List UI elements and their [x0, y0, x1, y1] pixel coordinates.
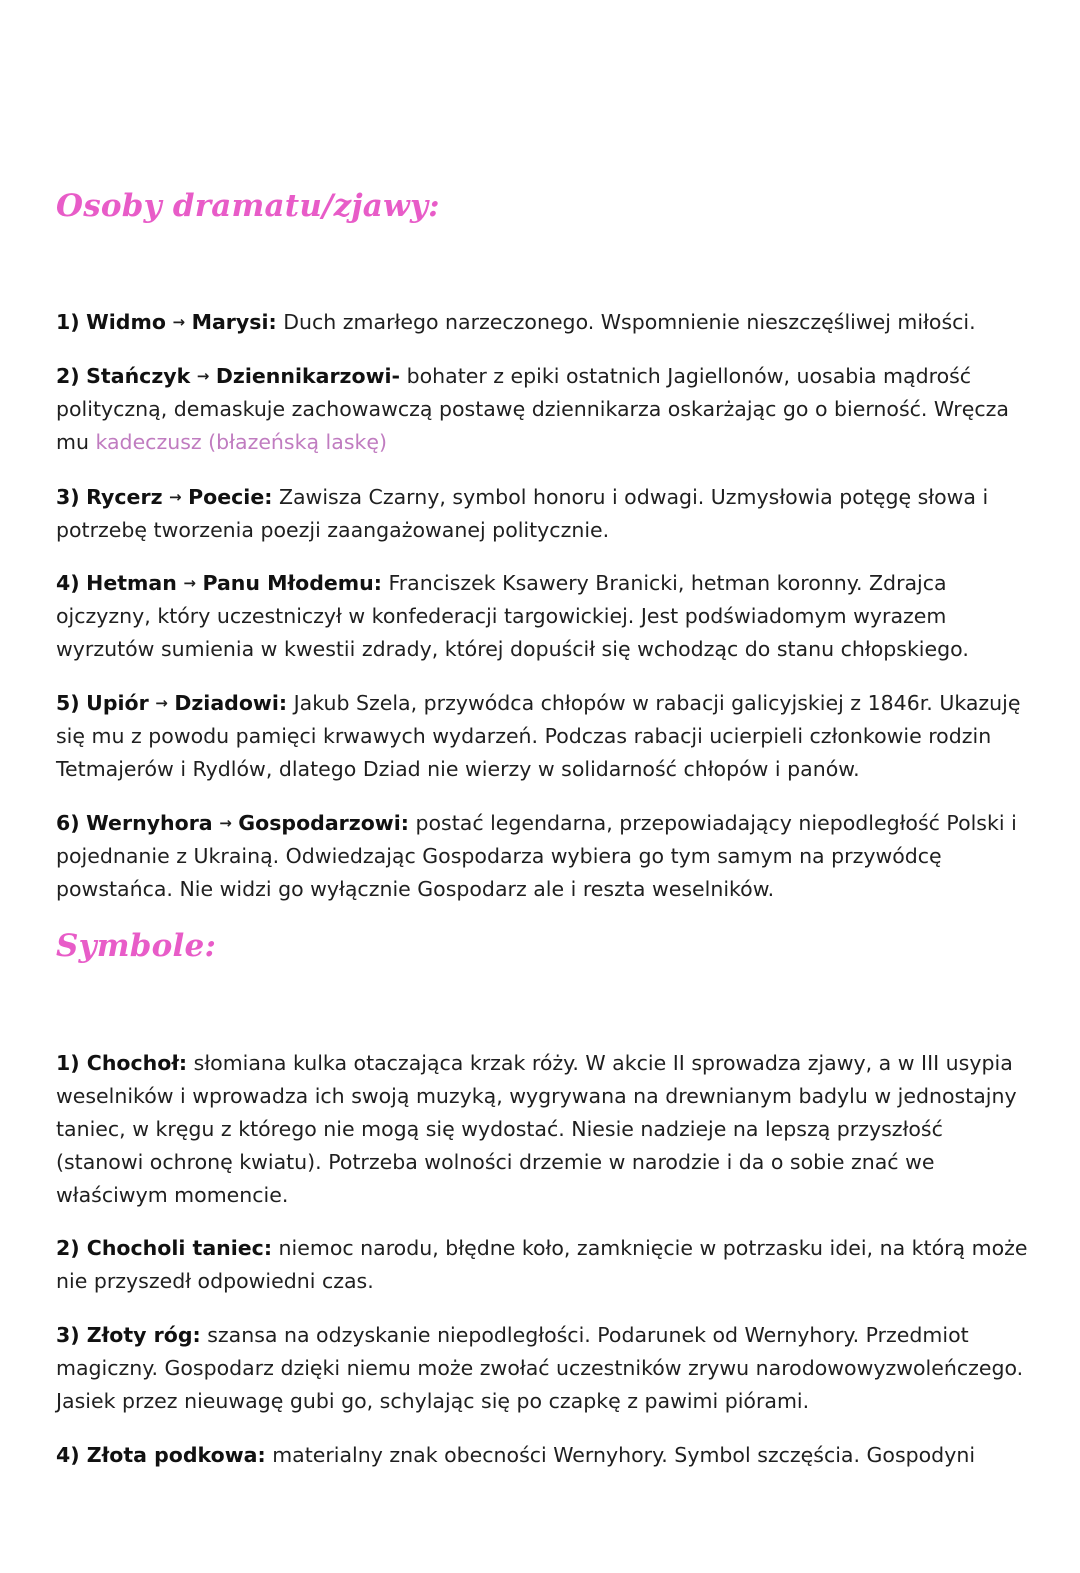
entry-lead: 1) Chochoł:: [56, 1051, 188, 1075]
arrow-right-icon: →: [155, 694, 168, 712]
entry-highlight: kadeczusz (błazeńską laskę): [95, 430, 387, 454]
entry-recipient: Poecie:: [188, 485, 273, 509]
entry-text: szansa na odzyskanie niepodległości. Podarunek od Wernyhory. Przedmiot magiczny. Gospodarz dzięki niemu może zwołać uczestników zrywu narodowowyzwoleńczego. Jasiek przez nieuwagę gubi go, schylając się po czapkę z pawimi piórami.: [56, 1323, 1024, 1413]
entry-number: 2): [56, 364, 80, 388]
symbol-entry-1: [56, 1047, 1031, 1212]
person-entry-2: [56, 360, 1031, 459]
entry-text: bohater z epiki ostatnich Jagiellonów, uosabia mądrość polityczną, demaskuje zachowawczą postawę dziennikarza oskarżając go o bierność. Wręcza mu: [56, 364, 1009, 454]
entry-text: niemoc narodu, błędne koło, zamknięcie w potrzasku idei, na którą może nie przyszedł odpowiedni czas.: [56, 1236, 1028, 1293]
persons-heading: Osoby dramatu/zjawy:: [56, 188, 440, 224]
person-entry-6: [56, 807, 1031, 906]
entry-text: Zawisza Czarny, symbol honoru i odwagi. Uzmysłowia potęgę słowa i potrzebę tworzenia poezji zaangażowanej politycznie.: [56, 485, 989, 542]
entry-text: Jakub Szela, przywódca chłopów w rabacji galicyjskiej z 1846r. Ukazuję się mu z powodu pamięci krwawych wydarzeń. Podczas rabacji ucierpieli członkowie rodzin Tetmajerów i Rydlów, dlatego Dziad nie wierzy w solidarność chłopów i panów.: [56, 691, 1021, 781]
symbol-entry-3: [56, 1319, 1031, 1418]
entry-figure: Wernyhora: [86, 811, 213, 835]
person-entry-4: [56, 567, 1031, 666]
entry-recipient: Marysi:: [191, 310, 277, 334]
entry-text: Duch zmarłego narzeczonego. Wspomnienie nieszczęśliwej miłości.: [276, 310, 976, 334]
person-entry-3: [56, 481, 1031, 547]
entry-number: 3): [56, 485, 80, 509]
arrow-right-icon: →: [172, 313, 186, 331]
arrow-right-icon: →: [196, 367, 210, 385]
entry-lead: 2) Chocholi taniec:: [56, 1236, 273, 1260]
entry-recipient: Panu Młodemu:: [202, 571, 382, 595]
person-entry-5: [56, 687, 1031, 786]
arrow-right-icon: →: [183, 574, 196, 592]
entry-lead: 4) Złota podkowa:: [56, 1443, 266, 1467]
entry-number: 5): [56, 691, 80, 715]
entry-text: Franciszek Ksawery Branicki, hetman koronny. Zdrajca ojczyzny, który uczestniczył w konfederacji targowickiej. Jest podświadomym wyrazem wyrzutów sumienia w kwestii zdrady, której dopuścił się wchodząc do stanu chłopskiego.: [56, 571, 969, 661]
entry-figure: Hetman: [86, 571, 177, 595]
entry-text: postać legendarna, przepowiadający niepodległość Polski i pojednanie z Ukrainą. Odwiedzając Gospodarza wybiera go tym samym na przywódcę powstańca. Nie widzi go wyłącznie Gospodarz ale i reszta weselników.: [56, 811, 1017, 901]
symbols-heading: Symbole:: [56, 928, 217, 964]
entry-figure: Rycerz: [86, 485, 163, 509]
entry-recipient: Gospodarzowi:: [238, 811, 409, 835]
symbol-entry-2: [56, 1232, 1031, 1298]
entry-lead: 3) Złoty róg:: [56, 1323, 201, 1347]
entry-text: materialny znak obecności Wernyhory. Symbol szczęścia. Gospodyni: [265, 1443, 976, 1467]
person-entry-1: [56, 306, 1031, 339]
entry-number: 4): [56, 571, 80, 595]
entry-figure: Stańczyk: [86, 364, 191, 388]
entry-recipient: Dziadowi:: [174, 691, 288, 715]
arrow-right-icon: →: [169, 488, 182, 506]
entry-figure: Widmo: [86, 310, 166, 334]
arrow-right-icon: →: [219, 814, 232, 832]
entry-text: słomiana kulka otaczająca krzak róży. W akcie II sprowadza zjawy, a w III usypia weselników i wprowadza ich swoją muzyką, wygrywana na drewnianym badylu w jednostajny taniec, w kręgu z którego nie mogą się wydostać. Niesie nadzieje na lepszą przyszłość (stanowi ochronę kwiatu). Potrzeba wolności drzemie w narodzie i da o sobie znać we właściwym momencie.: [56, 1051, 1017, 1207]
entry-figure: Upiór: [86, 691, 149, 715]
symbol-entry-4: [56, 1439, 1031, 1472]
entry-number: 1): [56, 310, 80, 334]
entry-number: 6): [56, 811, 80, 835]
entry-recipient: Dziennikarzowi-: [215, 364, 401, 388]
